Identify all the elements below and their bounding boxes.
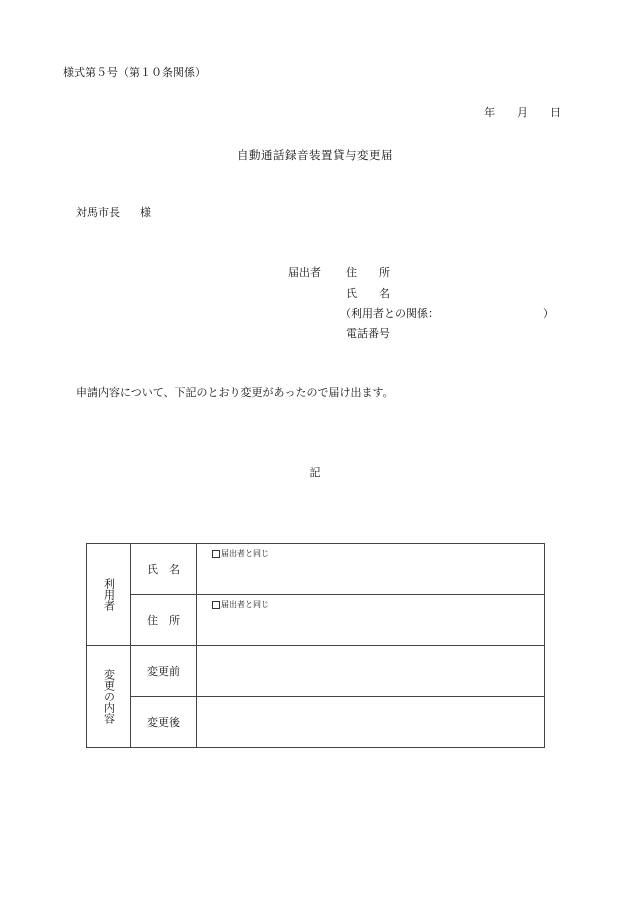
- date-year: 年: [484, 106, 495, 119]
- same-as-applicant-address[interactable]: [212, 600, 269, 610]
- table-row: [87, 544, 545, 595]
- addressee-honorific: 様: [140, 206, 151, 219]
- applicant-relation-label: （利用者との関係：: [340, 307, 439, 320]
- date-day: 日: [550, 106, 561, 119]
- applicant-name-label: 氏 名: [346, 287, 390, 300]
- same-as-applicant-label: 届出者と同じ: [221, 600, 269, 609]
- before-value[interactable]: [197, 646, 545, 697]
- applicant-phone-label: 電話番号: [346, 327, 390, 340]
- user-group-label: 利用者: [102, 578, 116, 611]
- same-as-applicant-label: 届出者と同じ: [221, 549, 269, 558]
- checkbox-icon[interactable]: [212, 601, 220, 609]
- user-address-label: 住 所: [131, 595, 197, 646]
- table-row: [87, 697, 545, 748]
- table-row: [87, 646, 545, 697]
- addressee: [76, 206, 151, 220]
- table-row: [87, 595, 545, 646]
- change-group-cell: [87, 646, 131, 748]
- after-value[interactable]: [197, 697, 545, 748]
- checkbox-icon[interactable]: [212, 550, 220, 558]
- document-title: 自動通話録音装置貸与変更届: [237, 148, 393, 162]
- statement-text: 申請内容について、下記のとおり変更があったので届け出ます。: [76, 386, 394, 399]
- ki-heading: 記: [309, 466, 321, 479]
- user-name-value[interactable]: [197, 544, 545, 595]
- applicant-relation-close: ）: [543, 307, 554, 320]
- after-label: 変更後: [131, 697, 197, 748]
- date-month: 月: [517, 106, 528, 119]
- form-number: 様式第５号（第１０条関係）: [63, 66, 206, 79]
- applicant-address-label: 住 所: [346, 266, 390, 279]
- change-table: [86, 543, 545, 748]
- user-group-cell: [87, 544, 131, 646]
- before-label: 変更前: [131, 646, 197, 697]
- date-line: [484, 106, 561, 120]
- user-name-label: 氏 名: [131, 544, 197, 595]
- same-as-applicant-name[interactable]: [212, 549, 269, 559]
- applicant-label: 届出者: [288, 266, 321, 279]
- user-address-value[interactable]: [197, 595, 545, 646]
- change-group-label: 変更の内容: [102, 669, 116, 724]
- addressee-name: 対馬市長: [76, 206, 120, 219]
